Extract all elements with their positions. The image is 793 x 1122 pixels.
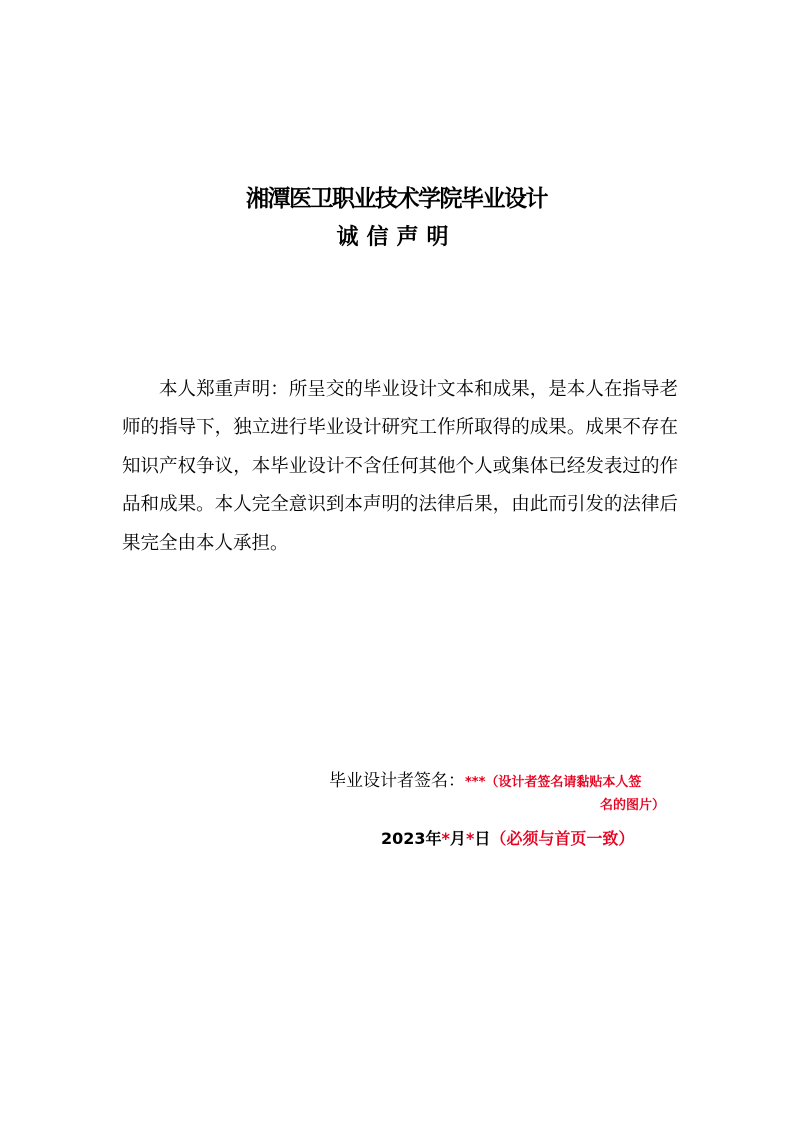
document-title: 湘潭医卫职业技术学院毕业设计	[246, 186, 547, 212]
signature-placeholder: ***	[465, 775, 486, 790]
date-month-unit: 月	[449, 829, 466, 848]
date-year-unit: 年	[425, 829, 442, 848]
integrity-statement: 本人郑重声明：所呈交的毕业设计文本和成果，是本人在指导老师的指导下，独立进行毕业设计研究工作所取得的成果。成果不存在知识产权争议，本毕业设计不含任何其他个人或集体已经发表过的作品和成果。本人完全意识到本声明的法律后果，由此而引发的法律后果完全由本人承担。	[122, 379, 678, 554]
date-line	[381, 826, 634, 852]
date-year: 2023	[381, 829, 426, 848]
signature-line	[329, 768, 689, 796]
signature-hint-continued: 名的图片）	[600, 798, 666, 813]
date-day-unit: 日	[474, 829, 491, 848]
signature-label: 毕业设计者签名：	[329, 771, 465, 791]
signature-hint: （设计者签名请黏贴本人签	[485, 775, 642, 790]
date-month-placeholder: *	[441, 829, 450, 848]
document-subtitle: 诚信声明	[336, 225, 457, 250]
date-note: （必须与首页一致）	[490, 829, 635, 848]
date-day-placeholder: *	[465, 829, 475, 848]
